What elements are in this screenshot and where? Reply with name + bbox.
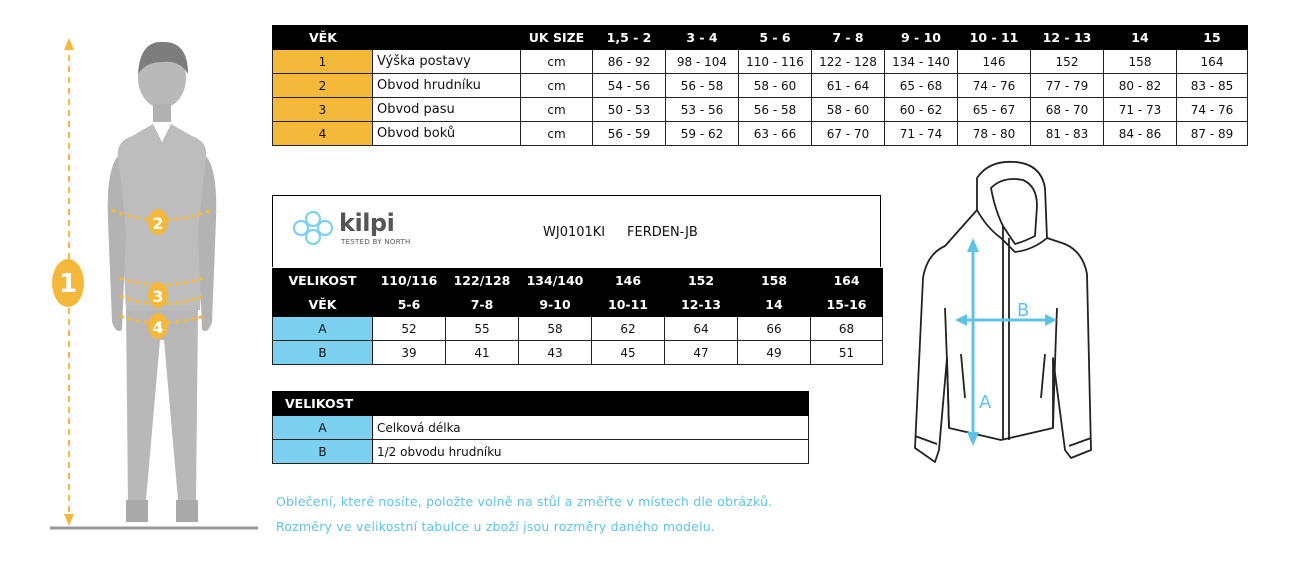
header-cell: VĚK: [273, 26, 373, 50]
product-name: FERDEN-JB: [627, 225, 698, 240]
table-cell: 58 - 60: [739, 74, 812, 98]
svg-text:1: 1: [58, 269, 78, 299]
legend-key: A: [273, 416, 373, 440]
header-cell: 5 - 6: [739, 26, 812, 50]
header-cell: 134/140: [519, 269, 592, 293]
table-cell: 55: [446, 317, 519, 341]
table-cell: 83 - 85: [1177, 74, 1248, 98]
table-cell: 158: [1104, 50, 1177, 74]
header-cell: 164: [811, 269, 883, 293]
row-number: 4: [273, 122, 373, 146]
row-number: 1: [273, 50, 373, 74]
table-row: [273, 341, 883, 365]
table-cell: 67 - 70: [812, 122, 885, 146]
table-cell: 98 - 104: [666, 50, 739, 74]
table-cell: 39: [373, 341, 446, 365]
table-cell: 122 - 128: [812, 50, 885, 74]
header-cell: 9-10: [519, 293, 592, 317]
product-size-table: [272, 268, 883, 365]
table-cell: 146: [958, 50, 1031, 74]
table-cell: 71 - 73: [1104, 98, 1177, 122]
header-cell: 5-6: [373, 293, 446, 317]
table-cell: 164: [1177, 50, 1248, 74]
legend-table: [272, 391, 809, 464]
table-cell: 41: [446, 341, 519, 365]
table-cell: 52: [373, 317, 446, 341]
table-cell: 78 - 80: [958, 122, 1031, 146]
brand-tagline: TESTED BY NORTH: [341, 238, 411, 246]
table-cell: 84 - 86: [1104, 122, 1177, 146]
row-label: Obvod hrudníku: [373, 74, 521, 98]
header-cell: 122/128: [446, 269, 519, 293]
table-cell: 110 - 116: [739, 50, 812, 74]
table-cell: 68: [811, 317, 883, 341]
header-cell: 12-13: [665, 293, 738, 317]
unit-cell: cm: [521, 98, 593, 122]
table-cell: 49: [738, 341, 811, 365]
size-header-row: [273, 269, 883, 293]
legend-header: VELIKOST: [273, 392, 809, 416]
table-row: [273, 98, 1248, 122]
age-header-row: [273, 293, 883, 317]
table-cell: 62: [592, 317, 665, 341]
header-cell: 1,5 - 2: [593, 26, 666, 50]
table-cell: 61 - 64: [812, 74, 885, 98]
legend-row: [273, 440, 809, 464]
table-cell: 50 - 53: [593, 98, 666, 122]
table-cell: 43: [519, 341, 592, 365]
header-cell: 14: [738, 293, 811, 317]
header-cell: VĚK: [273, 293, 373, 317]
table-cell: 58: [519, 317, 592, 341]
table-cell: 74 - 76: [1177, 98, 1248, 122]
table-cell: 63 - 66: [739, 122, 812, 146]
legend-header-row: [273, 392, 809, 416]
table-row: [273, 50, 1248, 74]
header-cell: 158: [738, 269, 811, 293]
svg-text:2: 2: [152, 214, 164, 233]
legend-key: B: [273, 440, 373, 464]
header-cell: 110/116: [373, 269, 446, 293]
table-cell: 47: [665, 341, 738, 365]
table-cell: 53 - 56: [666, 98, 739, 122]
header-cell: 146: [592, 269, 665, 293]
table-cell: 45: [592, 341, 665, 365]
header-cell: 15: [1177, 26, 1248, 50]
legend-description: Celková délka: [373, 416, 809, 440]
brand-name: kilpi: [339, 209, 395, 237]
jacket-diagram: [905, 158, 1110, 473]
svg-text:3: 3: [152, 287, 164, 306]
size-table-header: [273, 26, 1248, 50]
row-label: Výška postavy: [373, 50, 521, 74]
table-cell: 56 - 58: [739, 98, 812, 122]
table-cell: 66: [738, 317, 811, 341]
legend-row: [273, 416, 809, 440]
measure-key: A: [273, 317, 373, 341]
table-cell: 51: [811, 341, 883, 365]
legend-description: 1/2 obvodu hrudníku: [373, 440, 809, 464]
header-cell: 15-16: [811, 293, 883, 317]
note-dimensions: Rozměry ve velikostní tabulce u zboží jsou rozměry daného modelu.: [276, 519, 716, 534]
header-cell: 9 - 10: [885, 26, 958, 50]
table-cell: 56 - 58: [666, 74, 739, 98]
product-code: WJ0101KI: [543, 225, 606, 240]
table-row: [273, 317, 883, 341]
svg-text:4: 4: [152, 318, 164, 337]
table-cell: 65 - 68: [885, 74, 958, 98]
table-cell: 58 - 60: [812, 98, 885, 122]
table-cell: 87 - 89: [1177, 122, 1248, 146]
header-cell: 7 - 8: [812, 26, 885, 50]
jacket-label-b: B: [1017, 300, 1030, 321]
table-cell: 134 - 140: [885, 50, 958, 74]
header-cell: [373, 26, 521, 50]
header-cell: 12 - 13: [1031, 26, 1104, 50]
note-measure: Oblečení, které nosíte, položte volně na stůl a změřte v místech dle obrázků.: [276, 494, 773, 509]
unit-cell: cm: [521, 122, 593, 146]
table-cell: 68 - 70: [1031, 98, 1104, 122]
size-table: [272, 25, 1248, 146]
table-row: [273, 122, 1248, 146]
header-cell: VELIKOST: [273, 269, 373, 293]
table-cell: 86 - 92: [593, 50, 666, 74]
header-cell: 14: [1104, 26, 1177, 50]
header-cell: 152: [665, 269, 738, 293]
unit-cell: cm: [521, 74, 593, 98]
measure-key: B: [273, 341, 373, 365]
kilpi-logo-icon: [291, 210, 335, 246]
table-row: [273, 74, 1248, 98]
unit-cell: cm: [521, 50, 593, 74]
table-cell: 60 - 62: [885, 98, 958, 122]
header-cell: 7-8: [446, 293, 519, 317]
table-cell: 65 - 67: [958, 98, 1031, 122]
table-cell: 81 - 83: [1031, 122, 1104, 146]
header-cell: UK SIZE: [521, 26, 593, 50]
table-cell: 74 - 76: [958, 74, 1031, 98]
product-header: [272, 195, 881, 267]
header-cell: 10 - 11: [958, 26, 1031, 50]
table-cell: 54 - 56: [593, 74, 666, 98]
jacket-label-a: A: [979, 392, 992, 413]
row-label: Obvod boků: [373, 122, 521, 146]
header-cell: 10-11: [592, 293, 665, 317]
table-cell: 59 - 62: [666, 122, 739, 146]
table-cell: 77 - 79: [1031, 74, 1104, 98]
header-cell: 3 - 4: [666, 26, 739, 50]
table-cell: 80 - 82: [1104, 74, 1177, 98]
row-number: 3: [273, 98, 373, 122]
row-number: 2: [273, 74, 373, 98]
table-cell: 71 - 74: [885, 122, 958, 146]
body-measurement-figure: [40, 30, 265, 535]
table-cell: 64: [665, 317, 738, 341]
row-label: Obvod pasu: [373, 98, 521, 122]
table-cell: 152: [1031, 50, 1104, 74]
table-cell: 56 - 59: [593, 122, 666, 146]
